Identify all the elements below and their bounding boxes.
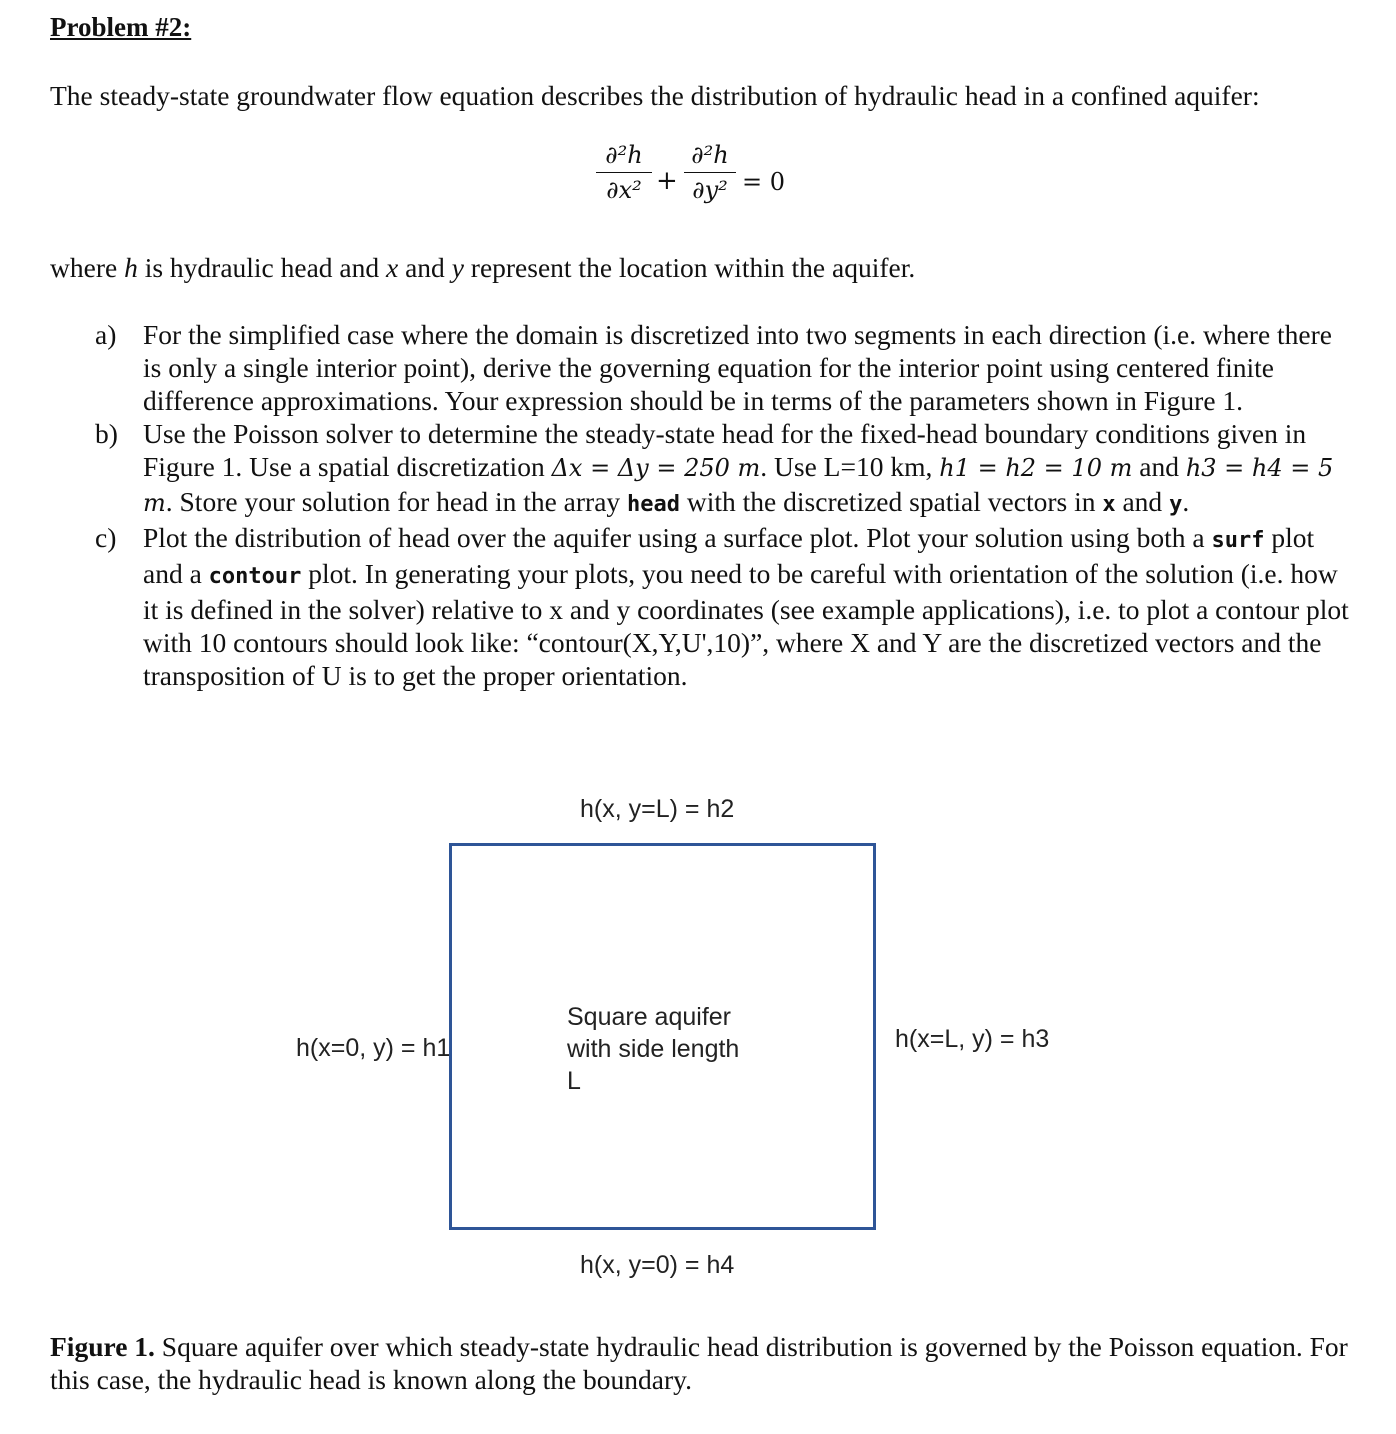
denominator-x: ∂x² (606, 176, 642, 204)
laplace-equation (596, 140, 816, 230)
caption-label: Figure 1. (50, 1331, 155, 1362)
item-marker-c: c) (95, 522, 117, 553)
item-b-text-1: Use the Poisson solver to determine the steady-state head for the fixed-head boundary conditions given in Figure 1. Use a spatial discretization (143, 418, 1307, 482)
fraction-x (596, 140, 652, 205)
item-marker-a: a) (95, 319, 117, 350)
where-pre: where (50, 252, 125, 283)
item-b-text-2: . Use L=10 km, (760, 451, 940, 482)
item-marker-b: b) (95, 418, 118, 449)
var-y: y (451, 252, 464, 283)
list-item-c (95, 521, 1355, 692)
item-b-text-7: . (1182, 486, 1190, 517)
item-c-text-2: plot and a (143, 522, 1315, 589)
fraction-bar-x (596, 172, 652, 173)
item-b-code-y: y (1169, 492, 1183, 517)
caption-text: Square aquifer over which steady-state hydraulic head distribution is governed by the Poisson equation. For this case, the hydraulic head is known along the boundary. (50, 1331, 1348, 1395)
intro-text: The steady-state groundwater flow equation describes the distribution of hydraulic head in a confined aquifer: (50, 80, 1260, 111)
aquifer-description (567, 1001, 739, 1097)
item-b-math-2: h1 = h2 = 10 m (939, 454, 1133, 482)
equals-zero: = 0 (742, 168, 786, 196)
bottom-boundary-label: h(x, y=0) = h4 (580, 1251, 735, 1279)
item-text-a: For the simplified case where the domain is discretized into two segments in each direction (i.e. where there is only a single interior point), derive the governing equation for the interior point using centered finite difference approximations. Your expression should be in terms of the parameters shown in Figure 1. (143, 319, 1332, 416)
item-b-code-x: x (1102, 492, 1116, 517)
item-b-math-1: Δx = Δy = 250 m (551, 454, 761, 482)
list-item-a (95, 318, 1355, 417)
item-b-text-5: with the discretized spatial vectors in (680, 486, 1103, 517)
numerator-y: ∂²h (691, 141, 729, 169)
figure-caption (50, 1330, 1350, 1396)
aquifer-desc-line2: with side length (567, 1035, 740, 1063)
item-c-code-contour: contour (208, 564, 302, 589)
top-boundary-label: h(x, y=L) = h2 (580, 795, 735, 823)
problem-title: Problem #2: (50, 12, 192, 42)
item-c-text-1: Plot the distribution of head over the aquifer using a surface plot. Plot your solution using both a (143, 522, 1212, 553)
numerator-x: ∂²h (605, 141, 643, 169)
item-b-text-4: . Store your solution for head in the array (165, 486, 628, 517)
where-mid1: is hydraulic head and (137, 252, 386, 283)
where-mid2: and (398, 252, 452, 283)
var-h: h (124, 252, 138, 283)
fraction-bar-y (684, 172, 736, 173)
task-list (95, 318, 1355, 692)
aquifer-desc-line3: L (567, 1067, 581, 1095)
item-b-code-head: head (627, 492, 681, 517)
fraction-y (684, 140, 736, 205)
item-c-code-surf: surf (1211, 528, 1265, 553)
list-item-b (95, 417, 1355, 521)
var-x: x (386, 252, 399, 283)
where-post: represent the location within the aquifer. (463, 252, 916, 283)
item-c-text-3: plot. In generating your plots, you need to be careful with orientation of the solution (i.e. how it is defined in the solver) relative to x and y coordinates (see example applications), i.e. to plot a contour plot with 10 contours should look like: “contour(X,Y,U',10)”, where X and Y are the discretized vectors and the transposition of U is to get the proper orientation. (143, 558, 1349, 691)
denominator-y: ∂y² (692, 176, 728, 204)
item-b-text-6: and (1115, 486, 1170, 517)
left-boundary-label: h(x=0, y) = h1 (296, 1034, 451, 1062)
item-b-math-3: h3 = h4 = 5 m (143, 454, 1334, 517)
aquifer-desc-line1: Square aquifer (567, 1003, 732, 1031)
right-boundary-label: h(x=L, y) = h3 (895, 1025, 1050, 1053)
where-sentence (50, 252, 915, 284)
item-b-text-3: and (1132, 451, 1186, 482)
plus-sign: + (656, 166, 678, 196)
